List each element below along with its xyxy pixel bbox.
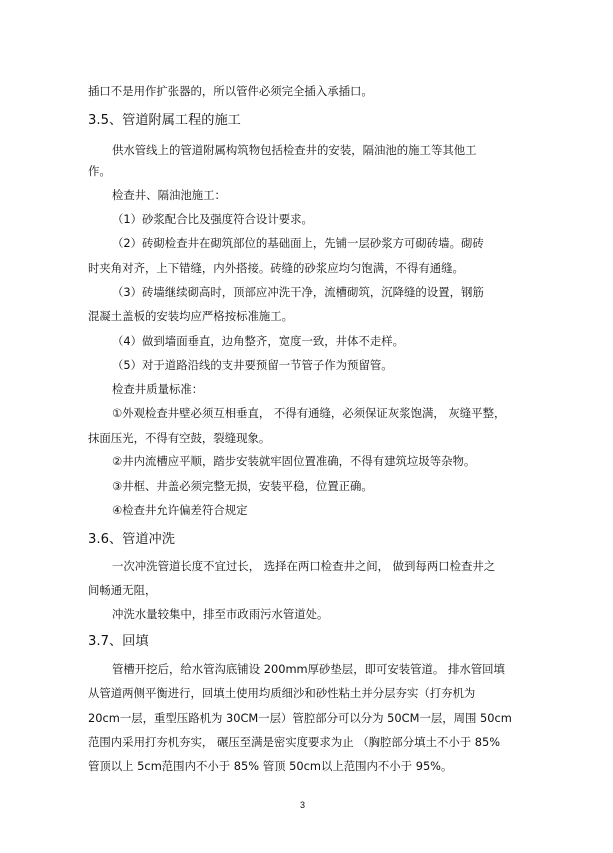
text-line: ①外观检查井壁必须互相垂直， 不得有通缝，必须保证灰浆饱满， 灰缝平整， — [112, 406, 506, 420]
text-line: 抹面压光，不得有空鼓，裂缝现象。 — [88, 431, 271, 445]
text-line: （4）做到墙面垂直，边角整齐，宽度一致，井体不走样。 — [112, 334, 405, 348]
text-line: 从管道两侧平衡进行，回填土使用均质细沙和砂性粘土并分层夯实（打夯机为 — [88, 686, 476, 700]
text-line: 作。 — [88, 164, 111, 178]
text-line: ④检查井允许偏差符合规定 — [112, 503, 248, 517]
text-line: ②井内流槽应平顺，踏步安装就牢固位置准确，不得有建筑垃圾等杂物。 — [112, 454, 476, 468]
text-line: （2）砖砌检查井在砌筑部位的基础面上，先铺一层砂浆方可砌砖墙。砌砖 — [112, 236, 484, 250]
text-line: 检查井、隔油池施工： — [112, 188, 226, 202]
text-line: 管顶以上 5cm范围内不小于 85% 管顶 50cm以上范围内不小于 95%。 — [88, 759, 453, 773]
text-line: 管槽开挖后，给水管沟底铺设 200mm厚砂垫层，即可安装管道。 排水管回填 — [112, 662, 505, 676]
section-heading-3-7: 3.7、回填 — [88, 634, 149, 649]
text-line: 检查井质量标准： — [112, 382, 204, 396]
text-line: 间畅通无阻， — [88, 583, 157, 597]
section-heading-3-6: 3.6、管道冲洗 — [88, 532, 175, 547]
text-line: （1）砂浆配合比及强度符合设计要求。 — [112, 212, 313, 226]
text-line: 一次冲洗管道长度不宜过长， 选择在两口检查井之间， 做到每两口检查井之 — [112, 559, 496, 573]
text-line: 混凝土盖板的安装均应严格按标准施工。 — [88, 309, 294, 323]
text-line: 插口不是用作扩张器的，所以管件必须完全插入承插口。 — [88, 84, 373, 98]
page-number: 3 — [300, 800, 306, 810]
text-line: 供水管线上的管道附属构筑物包括检查井的安装，隔油池的施工等其他工 — [112, 143, 477, 157]
text-line: 范围内采用打夯机夯实， 碾压至满是密实度要求为止 （胸腔部分填土不小于 85% — [88, 735, 501, 749]
text-line: 时夹角对齐，上下错缝，内外搭接。砖缝的砂浆应均匀饱满，不得有通缝。 — [88, 261, 464, 275]
text-line: ③井框、井盖必须完整无损，安装平稳，位置正确。 — [112, 479, 373, 493]
section-heading-3-5: 3.5、管道附属工程的施工 — [88, 113, 241, 128]
text-line: 20cm一层，重型压路机为 30CM一层）管腔部分可以分为 50CM一层，周围 50cm — [88, 711, 512, 725]
text-line: （3）砖墙继续砌高时，顶部应冲洗干净，流槽砌筑，沉降缝的设置，钢筋 — [112, 285, 484, 299]
text-line: 冲洗水量较集中，排至市政雨污水管道处。 — [112, 607, 329, 621]
text-line: （5）对于道路沿线的支井要预留一节管子作为预留管。 — [112, 358, 393, 372]
